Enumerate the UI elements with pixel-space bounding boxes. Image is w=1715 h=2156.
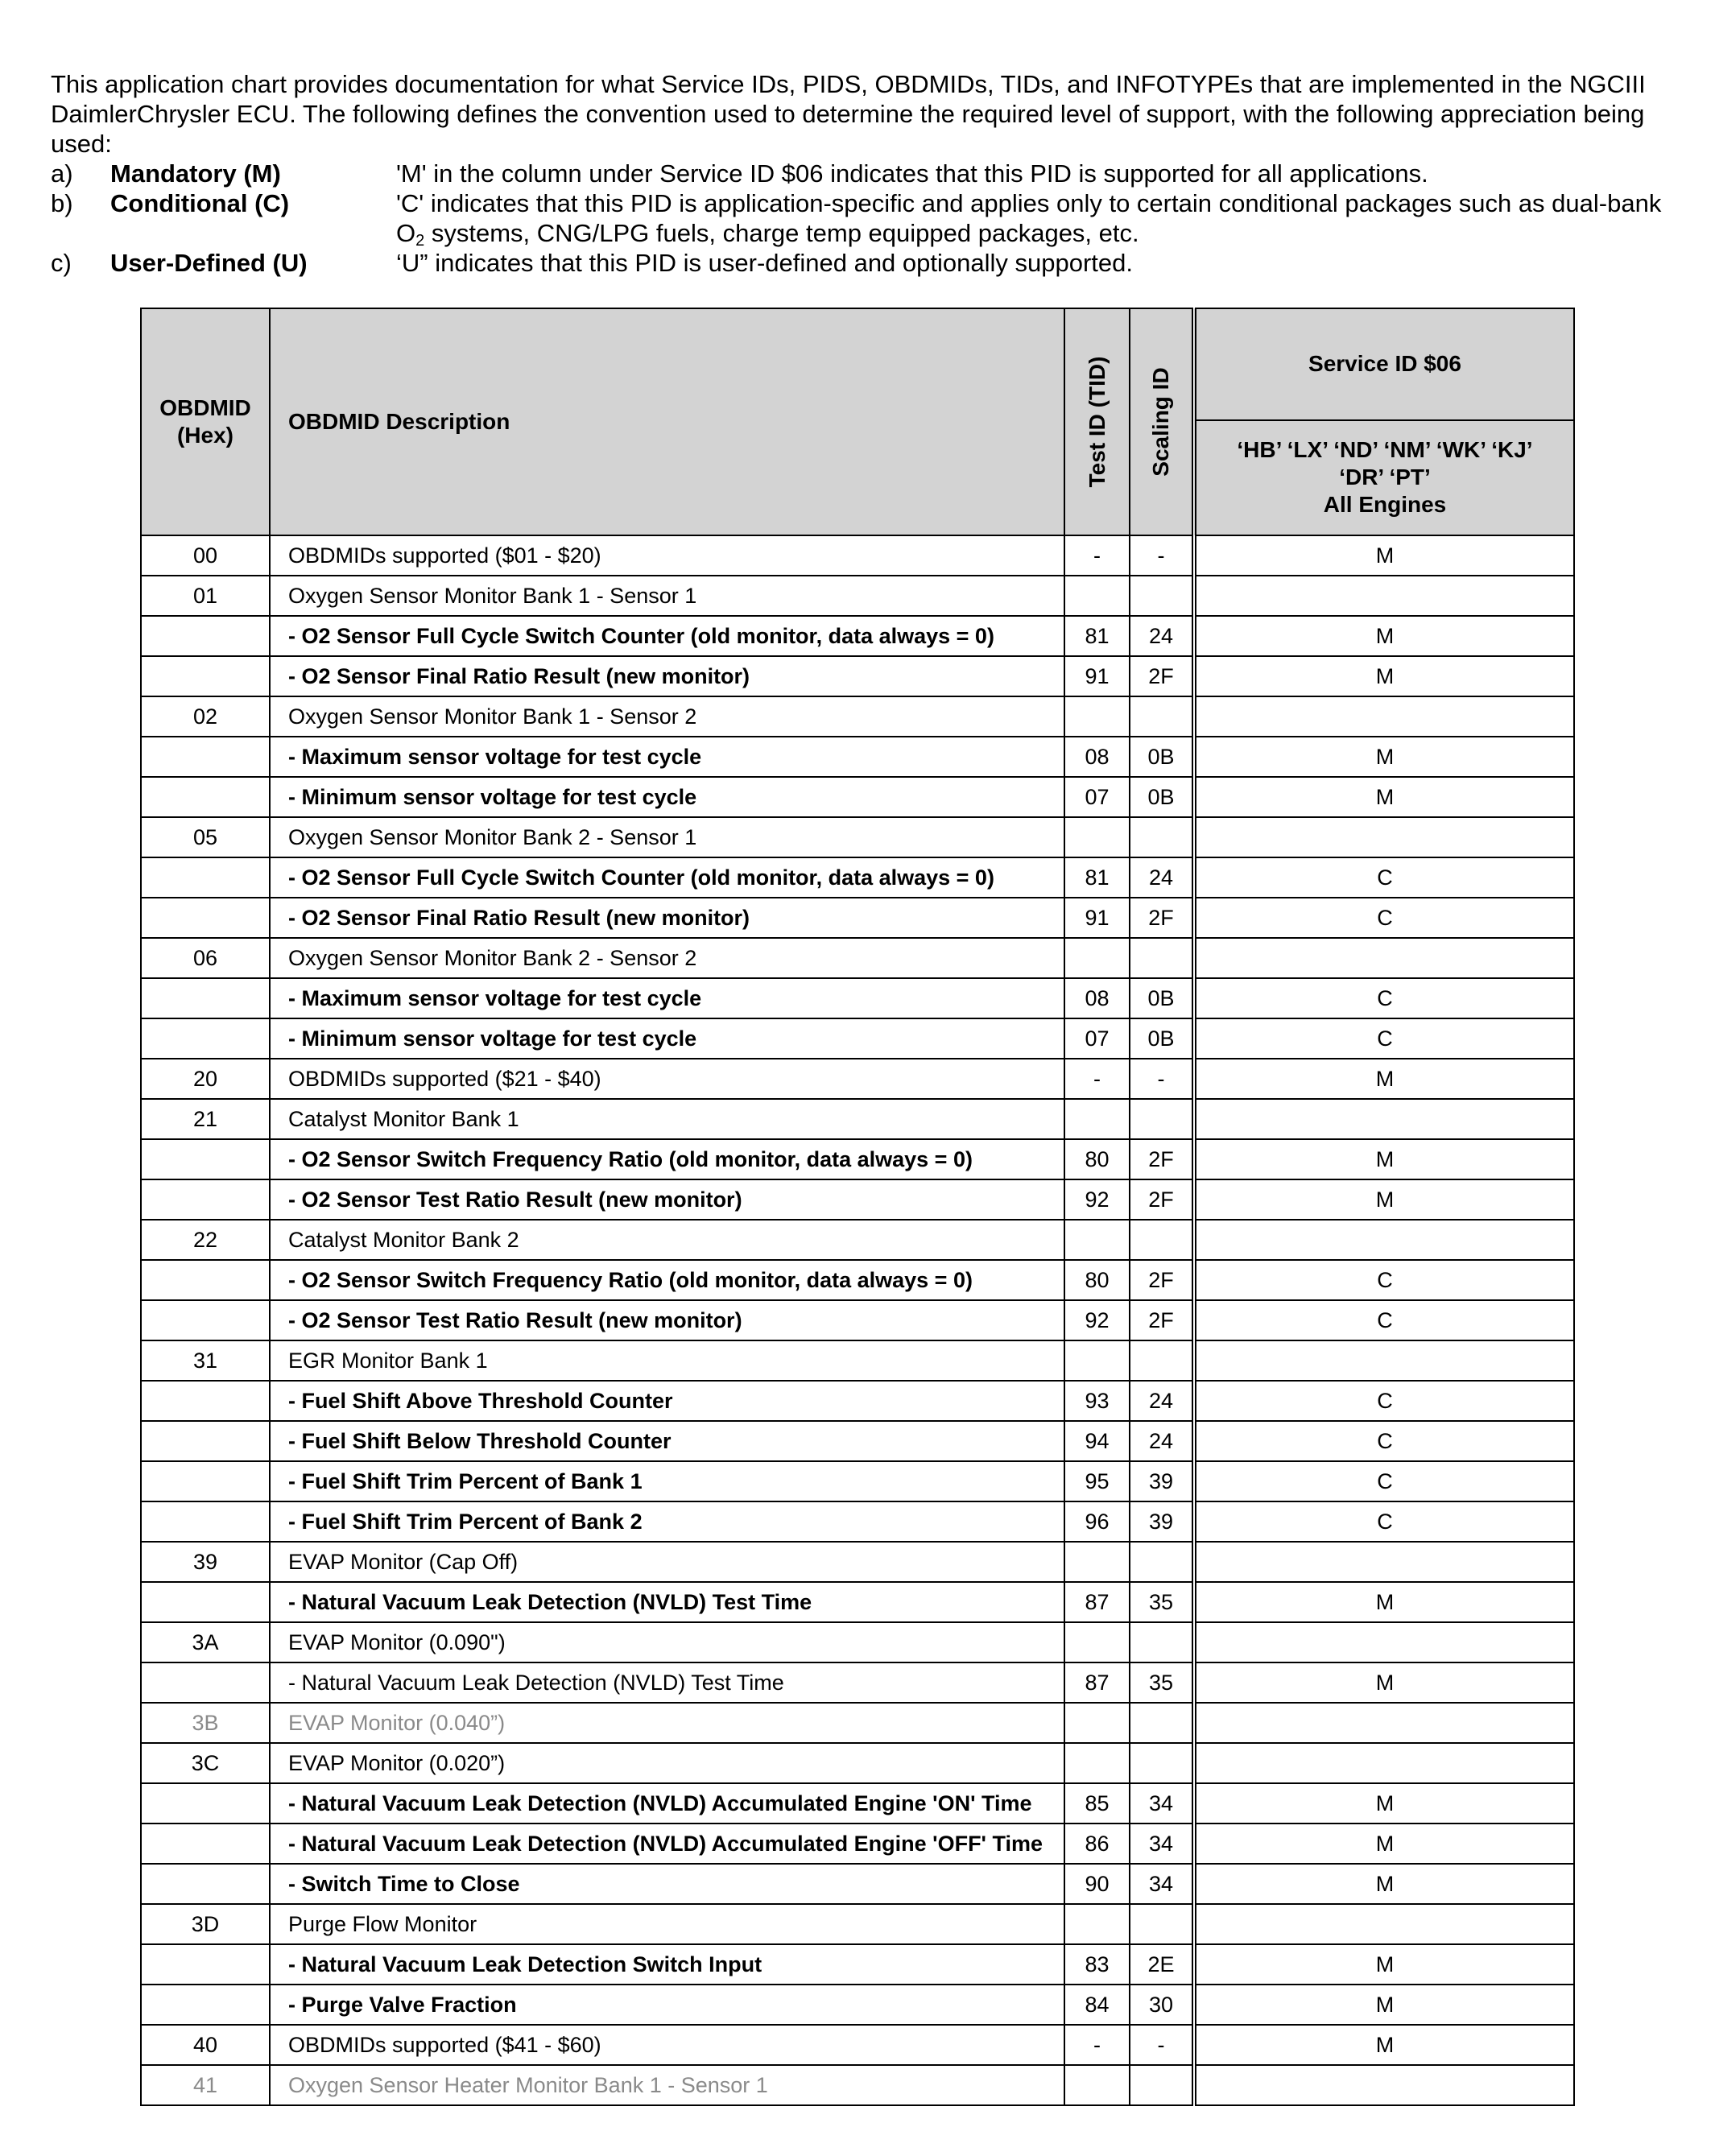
service-support-cell xyxy=(1194,1220,1574,1260)
scaling-id-cell: 2F xyxy=(1130,1300,1194,1340)
description-cell: Catalyst Monitor Bank 2 xyxy=(270,1220,1064,1260)
service-support-cell: C xyxy=(1194,1461,1574,1501)
table-row xyxy=(141,2025,1574,2065)
scaling-id-cell: 39 xyxy=(1130,1501,1194,1542)
service-support-cell: C xyxy=(1194,1300,1574,1340)
description-cell: - Switch Time to Close xyxy=(270,1864,1064,1904)
test-id-cell: 08 xyxy=(1064,737,1130,777)
obdmid-cell xyxy=(141,1421,270,1461)
description-cell: Oxygen Sensor Monitor Bank 1 - Sensor 2 xyxy=(270,696,1064,737)
header-service-id: Service ID $06 xyxy=(1194,308,1574,420)
table-row xyxy=(141,1743,1574,1783)
table-row xyxy=(141,737,1574,777)
scaling-id-cell xyxy=(1130,1622,1194,1662)
definition-text: 'M' in the column under Service ID $06 indicates that this PID is supported for all applications. xyxy=(396,159,1428,188)
obdmid-cell: 00 xyxy=(141,535,270,576)
header-service-apps-line2: ‘DR’ ‘PT’ xyxy=(1339,465,1431,490)
table-row xyxy=(141,1824,1574,1864)
test-id-cell: 83 xyxy=(1064,1944,1130,1985)
service-support-cell xyxy=(1194,2065,1574,2105)
service-support-cell: M xyxy=(1194,2025,1574,2065)
test-id-cell: 87 xyxy=(1064,1582,1130,1622)
obdmid-cell xyxy=(141,1582,270,1622)
test-id-cell: - xyxy=(1064,2025,1130,2065)
test-id-cell: 93 xyxy=(1064,1381,1130,1421)
test-id-cell: - xyxy=(1064,1059,1130,1099)
intro-paragraph: This application chart provides documentation for what Service IDs, PIDS, OBDMIDs, TIDs, and INFOTYPEs that are implemented in the NGCIII DaimlerChrysler ECU. The following defines the convention used to determine the required level of support, with the following appreciation being used: xyxy=(51,70,1646,158)
description-cell: EGR Monitor Bank 1 xyxy=(270,1340,1064,1381)
header-scaling-id-label: Scaling ID xyxy=(1148,367,1173,477)
obdmid-table xyxy=(140,308,1575,2106)
scaling-id-cell xyxy=(1130,576,1194,616)
obdmid-cell xyxy=(141,1864,270,1904)
obdmid-cell xyxy=(141,978,270,1018)
test-id-cell: 80 xyxy=(1064,1139,1130,1179)
definition-text-part: systems, CNG/LPG fuels, charge temp equipped packages, etc. xyxy=(424,219,1139,247)
description-cell: - Natural Vacuum Leak Detection (NVLD) Test Time xyxy=(270,1662,1064,1703)
table-row xyxy=(141,857,1574,898)
scaling-id-cell: 0B xyxy=(1130,777,1194,817)
test-id-cell: - xyxy=(1064,535,1130,576)
description-cell: - Fuel Shift Trim Percent of Bank 2 xyxy=(270,1501,1064,1542)
obdmid-cell: 06 xyxy=(141,938,270,978)
scaling-id-cell xyxy=(1130,1743,1194,1783)
scaling-id-cell xyxy=(1130,1099,1194,1139)
obdmid-cell xyxy=(141,616,270,656)
scaling-id-cell: 0B xyxy=(1130,1018,1194,1059)
description-cell: - Maximum sensor voltage for test cycle xyxy=(270,978,1064,1018)
table-row xyxy=(141,616,1574,656)
service-support-cell xyxy=(1194,938,1574,978)
header-scaling-id xyxy=(1130,308,1194,535)
description-cell: EVAP Monitor (0.040”) xyxy=(270,1703,1064,1743)
table-row xyxy=(141,535,1574,576)
service-support-cell: M xyxy=(1194,737,1574,777)
service-support-cell: M xyxy=(1194,1824,1574,1864)
table-body xyxy=(141,535,1574,2105)
description-cell: - Natural Vacuum Leak Detection (NVLD) Accumulated Engine 'ON' Time xyxy=(270,1783,1064,1824)
service-support-cell: M xyxy=(1194,1179,1574,1220)
scaling-id-cell: 0B xyxy=(1130,737,1194,777)
obdmid-cell xyxy=(141,1179,270,1220)
description-cell: - O2 Sensor Full Cycle Switch Counter (old monitor, data always = 0) xyxy=(270,857,1064,898)
table-row xyxy=(141,1582,1574,1622)
test-id-cell xyxy=(1064,1220,1130,1260)
description-cell: - O2 Sensor Final Ratio Result (new monitor) xyxy=(270,656,1064,696)
description-cell: - Natural Vacuum Leak Detection Switch Input xyxy=(270,1944,1064,1985)
test-id-cell: 91 xyxy=(1064,898,1130,938)
test-id-cell xyxy=(1064,696,1130,737)
service-support-cell xyxy=(1194,696,1574,737)
obdmid-cell: 3B xyxy=(141,1703,270,1743)
test-id-cell: 07 xyxy=(1064,777,1130,817)
scaling-id-cell: 2F xyxy=(1130,1179,1194,1220)
obdmid-cell: 21 xyxy=(141,1099,270,1139)
description-cell: OBDMIDs supported ($41 - $60) xyxy=(270,2025,1064,2065)
table-row xyxy=(141,1139,1574,1179)
obdmid-cell xyxy=(141,1260,270,1300)
test-id-cell: 94 xyxy=(1064,1421,1130,1461)
table-row xyxy=(141,1059,1574,1099)
table-row xyxy=(141,1018,1574,1059)
service-support-cell: C xyxy=(1194,857,1574,898)
definition-text-part: 'C' indicates that this PID is application-specific and applies only to certain conditional packages such as dual-bank O xyxy=(396,189,1662,247)
obdmid-cell xyxy=(141,1944,270,1985)
service-support-cell: C xyxy=(1194,1018,1574,1059)
obdmid-cell: 22 xyxy=(141,1220,270,1260)
table-row xyxy=(141,1260,1574,1300)
obdmid-cell xyxy=(141,1985,270,2025)
obdmid-cell xyxy=(141,1300,270,1340)
test-id-cell xyxy=(1064,2065,1130,2105)
table-row xyxy=(141,978,1574,1018)
service-support-cell: M xyxy=(1194,535,1574,576)
service-support-cell xyxy=(1194,1099,1574,1139)
service-support-cell: C xyxy=(1194,1381,1574,1421)
description-cell: - Maximum sensor voltage for test cycle xyxy=(270,737,1064,777)
header-obdmid xyxy=(141,308,270,535)
test-id-cell: 80 xyxy=(1064,1260,1130,1300)
service-support-cell: C xyxy=(1194,898,1574,938)
definition-letter: a) xyxy=(51,159,73,188)
scaling-id-cell xyxy=(1130,1220,1194,1260)
obdmid-cell xyxy=(141,1783,270,1824)
test-id-cell xyxy=(1064,938,1130,978)
service-support-cell: M xyxy=(1194,1059,1574,1099)
test-id-cell xyxy=(1064,1542,1130,1582)
obdmid-cell xyxy=(141,777,270,817)
table-row xyxy=(141,1340,1574,1381)
test-id-cell xyxy=(1064,1340,1130,1381)
header-service-applications xyxy=(1194,420,1574,535)
description-cell: - Purge Valve Fraction xyxy=(270,1985,1064,2025)
description-cell: EVAP Monitor (0.020”) xyxy=(270,1743,1064,1783)
table-row xyxy=(141,1985,1574,2025)
obdmid-cell: 39 xyxy=(141,1542,270,1582)
description-cell: Oxygen Sensor Monitor Bank 2 - Sensor 1 xyxy=(270,817,1064,857)
service-support-cell xyxy=(1194,1904,1574,1944)
header-description: OBDMID Description xyxy=(270,308,1064,535)
test-id-cell xyxy=(1064,576,1130,616)
description-cell: - O2 Sensor Switch Frequency Ratio (old monitor, data always = 0) xyxy=(270,1139,1064,1179)
scaling-id-cell: 35 xyxy=(1130,1662,1194,1703)
obdmid-cell xyxy=(141,1662,270,1703)
table-row xyxy=(141,1542,1574,1582)
scaling-id-cell: 2F xyxy=(1130,656,1194,696)
table-row xyxy=(141,1099,1574,1139)
service-support-cell xyxy=(1194,1703,1574,1743)
scaling-id-cell xyxy=(1130,2065,1194,2105)
scaling-id-cell xyxy=(1130,1340,1194,1381)
table-row xyxy=(141,817,1574,857)
test-id-cell: 81 xyxy=(1064,857,1130,898)
description-cell: EVAP Monitor (0.090") xyxy=(270,1622,1064,1662)
obdmid-cell: 31 xyxy=(141,1340,270,1381)
description-cell: - Natural Vacuum Leak Detection (NVLD) Accumulated Engine 'OFF' Time xyxy=(270,1824,1064,1864)
obdmid-cell xyxy=(141,1461,270,1501)
test-id-cell xyxy=(1064,1622,1130,1662)
test-id-cell: 85 xyxy=(1064,1783,1130,1824)
obdmid-cell xyxy=(141,1139,270,1179)
header-obdmid-line1: OBDMID xyxy=(159,395,251,420)
service-support-cell: M xyxy=(1194,1985,1574,2025)
description-cell: - Minimum sensor voltage for test cycle xyxy=(270,777,1064,817)
scaling-id-cell: - xyxy=(1130,535,1194,576)
header-test-id-label: Test ID (TID) xyxy=(1084,356,1110,488)
service-support-cell: C xyxy=(1194,1260,1574,1300)
obdmid-cell: 41 xyxy=(141,2065,270,2105)
test-id-cell xyxy=(1064,817,1130,857)
service-support-cell: C xyxy=(1194,978,1574,1018)
subscript: 2 xyxy=(415,232,425,250)
definition-mandatory xyxy=(51,159,1685,188)
description-cell: OBDMIDs supported ($01 - $20) xyxy=(270,535,1064,576)
table-row xyxy=(141,1864,1574,1904)
test-id-cell: 81 xyxy=(1064,616,1130,656)
scaling-id-cell xyxy=(1130,817,1194,857)
scaling-id-cell xyxy=(1130,1904,1194,1944)
description-cell: - O2 Sensor Final Ratio Result (new monitor) xyxy=(270,898,1064,938)
obdmid-cell xyxy=(141,737,270,777)
service-support-cell: C xyxy=(1194,1501,1574,1542)
table-row xyxy=(141,1220,1574,1260)
table-header-row xyxy=(141,308,1574,420)
description-cell: - Minimum sensor voltage for test cycle xyxy=(270,1018,1064,1059)
test-id-cell: 87 xyxy=(1064,1662,1130,1703)
table-row xyxy=(141,1703,1574,1743)
definition-text xyxy=(396,188,1685,248)
service-support-cell: C xyxy=(1194,1421,1574,1461)
description-cell: - Fuel Shift Above Threshold Counter xyxy=(270,1381,1064,1421)
definition-letter: b) xyxy=(51,189,73,217)
test-id-cell: 84 xyxy=(1064,1985,1130,2025)
description-cell: - O2 Sensor Test Ratio Result (new monitor) xyxy=(270,1300,1064,1340)
scaling-id-cell: 35 xyxy=(1130,1582,1194,1622)
test-id-cell: 92 xyxy=(1064,1179,1130,1220)
description-cell: - Natural Vacuum Leak Detection (NVLD) Test Time xyxy=(270,1582,1064,1622)
definition-text: ‘U” indicates that this PID is user-defined and optionally supported. xyxy=(396,249,1133,277)
table-row xyxy=(141,1783,1574,1824)
service-support-cell xyxy=(1194,1622,1574,1662)
obdmid-cell xyxy=(141,1381,270,1421)
description-cell: - O2 Sensor Switch Frequency Ratio (old monitor, data always = 0) xyxy=(270,1260,1064,1300)
service-support-cell: M xyxy=(1194,1662,1574,1703)
description-cell: Oxygen Sensor Heater Monitor Bank 1 - Sensor 1 xyxy=(270,2065,1064,2105)
service-support-cell: M xyxy=(1194,1944,1574,1985)
table-row xyxy=(141,656,1574,696)
test-id-cell: 07 xyxy=(1064,1018,1130,1059)
obdmid-cell xyxy=(141,898,270,938)
service-support-cell xyxy=(1194,576,1574,616)
obdmid-table-container xyxy=(140,308,1575,2106)
table-row xyxy=(141,1461,1574,1501)
test-id-cell: 95 xyxy=(1064,1461,1130,1501)
service-support-cell: M xyxy=(1194,656,1574,696)
service-support-cell xyxy=(1194,1542,1574,1582)
scaling-id-cell: - xyxy=(1130,2025,1194,2065)
scaling-id-cell: 39 xyxy=(1130,1461,1194,1501)
header-test-id xyxy=(1064,308,1130,535)
scaling-id-cell: 34 xyxy=(1130,1824,1194,1864)
header-obdmid-line2: (Hex) xyxy=(176,423,233,448)
service-support-cell: M xyxy=(1194,1783,1574,1824)
obdmid-cell: 40 xyxy=(141,2025,270,2065)
scaling-id-cell: 24 xyxy=(1130,616,1194,656)
definition-term: User-Defined (U) xyxy=(110,249,308,277)
test-id-cell xyxy=(1064,1743,1130,1783)
service-support-cell: M xyxy=(1194,777,1574,817)
test-id-cell: 86 xyxy=(1064,1824,1130,1864)
scaling-id-cell xyxy=(1130,1703,1194,1743)
test-id-cell: 92 xyxy=(1064,1300,1130,1340)
description-cell: Oxygen Sensor Monitor Bank 2 - Sensor 2 xyxy=(270,938,1064,978)
table-row xyxy=(141,1300,1574,1340)
obdmid-cell: 3C xyxy=(141,1743,270,1783)
description-cell: - Fuel Shift Trim Percent of Bank 1 xyxy=(270,1461,1064,1501)
obdmid-cell: 01 xyxy=(141,576,270,616)
service-support-cell xyxy=(1194,817,1574,857)
obdmid-cell xyxy=(141,656,270,696)
definition-letter: c) xyxy=(51,249,72,277)
description-cell: EVAP Monitor (Cap Off) xyxy=(270,1542,1064,1582)
table-row xyxy=(141,696,1574,737)
scaling-id-cell: 34 xyxy=(1130,1864,1194,1904)
table-row xyxy=(141,777,1574,817)
obdmid-cell: 02 xyxy=(141,696,270,737)
scaling-id-cell xyxy=(1130,938,1194,978)
table-row xyxy=(141,1501,1574,1542)
test-id-cell xyxy=(1064,1703,1130,1743)
obdmid-cell xyxy=(141,1018,270,1059)
table-row xyxy=(141,1179,1574,1220)
description-cell: - O2 Sensor Full Cycle Switch Counter (old monitor, data always = 0) xyxy=(270,616,1064,656)
scaling-id-cell: 24 xyxy=(1130,857,1194,898)
obdmid-cell xyxy=(141,1824,270,1864)
test-id-cell: 91 xyxy=(1064,656,1130,696)
definition-conditional xyxy=(51,188,1685,248)
definition-term: Mandatory (M) xyxy=(110,159,281,188)
description-cell: - Fuel Shift Below Threshold Counter xyxy=(270,1421,1064,1461)
scaling-id-cell: 2F xyxy=(1130,1260,1194,1300)
table-row xyxy=(141,1944,1574,1985)
table-row xyxy=(141,576,1574,616)
scaling-id-cell: 34 xyxy=(1130,1783,1194,1824)
scaling-id-cell: 0B xyxy=(1130,978,1194,1018)
obdmid-cell: 20 xyxy=(141,1059,270,1099)
header-service-apps-line3: All Engines xyxy=(1323,492,1447,518)
table-row xyxy=(141,1622,1574,1662)
service-support-cell: M xyxy=(1194,1139,1574,1179)
obdmid-cell: 05 xyxy=(141,817,270,857)
description-cell: Oxygen Sensor Monitor Bank 1 - Sensor 1 xyxy=(270,576,1064,616)
table-row xyxy=(141,1662,1574,1703)
table-row xyxy=(141,1904,1574,1944)
header-service-apps-line1: ‘HB’ ‘LX’ ‘ND’ ‘NM’ ‘WK’ ‘KJ’ xyxy=(1237,437,1533,463)
description-cell: Purge Flow Monitor xyxy=(270,1904,1064,1944)
scaling-id-cell: 2E xyxy=(1130,1944,1194,1985)
scaling-id-cell: 2F xyxy=(1130,1139,1194,1179)
service-support-cell: M xyxy=(1194,1864,1574,1904)
scaling-id-cell: 2F xyxy=(1130,898,1194,938)
description-cell: OBDMIDs supported ($21 - $40) xyxy=(270,1059,1064,1099)
service-support-cell: M xyxy=(1194,616,1574,656)
obdmid-cell: 3A xyxy=(141,1622,270,1662)
scaling-id-cell: - xyxy=(1130,1059,1194,1099)
test-id-cell: 90 xyxy=(1064,1864,1130,1904)
service-support-cell xyxy=(1194,1743,1574,1783)
table-row xyxy=(141,1381,1574,1421)
test-id-cell: 08 xyxy=(1064,978,1130,1018)
table-row xyxy=(141,1421,1574,1461)
scaling-id-cell: 24 xyxy=(1130,1381,1194,1421)
definition-user-defined xyxy=(51,248,1685,278)
intro-section xyxy=(51,69,1685,278)
table-row xyxy=(141,2065,1574,2105)
scaling-id-cell xyxy=(1130,1542,1194,1582)
test-id-cell xyxy=(1064,1904,1130,1944)
obdmid-cell xyxy=(141,857,270,898)
test-id-cell xyxy=(1064,1099,1130,1139)
obdmid-cell xyxy=(141,1501,270,1542)
description-cell: - O2 Sensor Test Ratio Result (new monitor) xyxy=(270,1179,1064,1220)
scaling-id-cell xyxy=(1130,696,1194,737)
service-support-cell xyxy=(1194,1340,1574,1381)
test-id-cell: 96 xyxy=(1064,1501,1130,1542)
scaling-id-cell: 30 xyxy=(1130,1985,1194,2025)
table-row xyxy=(141,898,1574,938)
table-row xyxy=(141,938,1574,978)
obdmid-cell: 3D xyxy=(141,1904,270,1944)
scaling-id-cell: 24 xyxy=(1130,1421,1194,1461)
description-cell: Catalyst Monitor Bank 1 xyxy=(270,1099,1064,1139)
definition-term: Conditional (C) xyxy=(110,189,290,217)
service-support-cell: M xyxy=(1194,1582,1574,1622)
